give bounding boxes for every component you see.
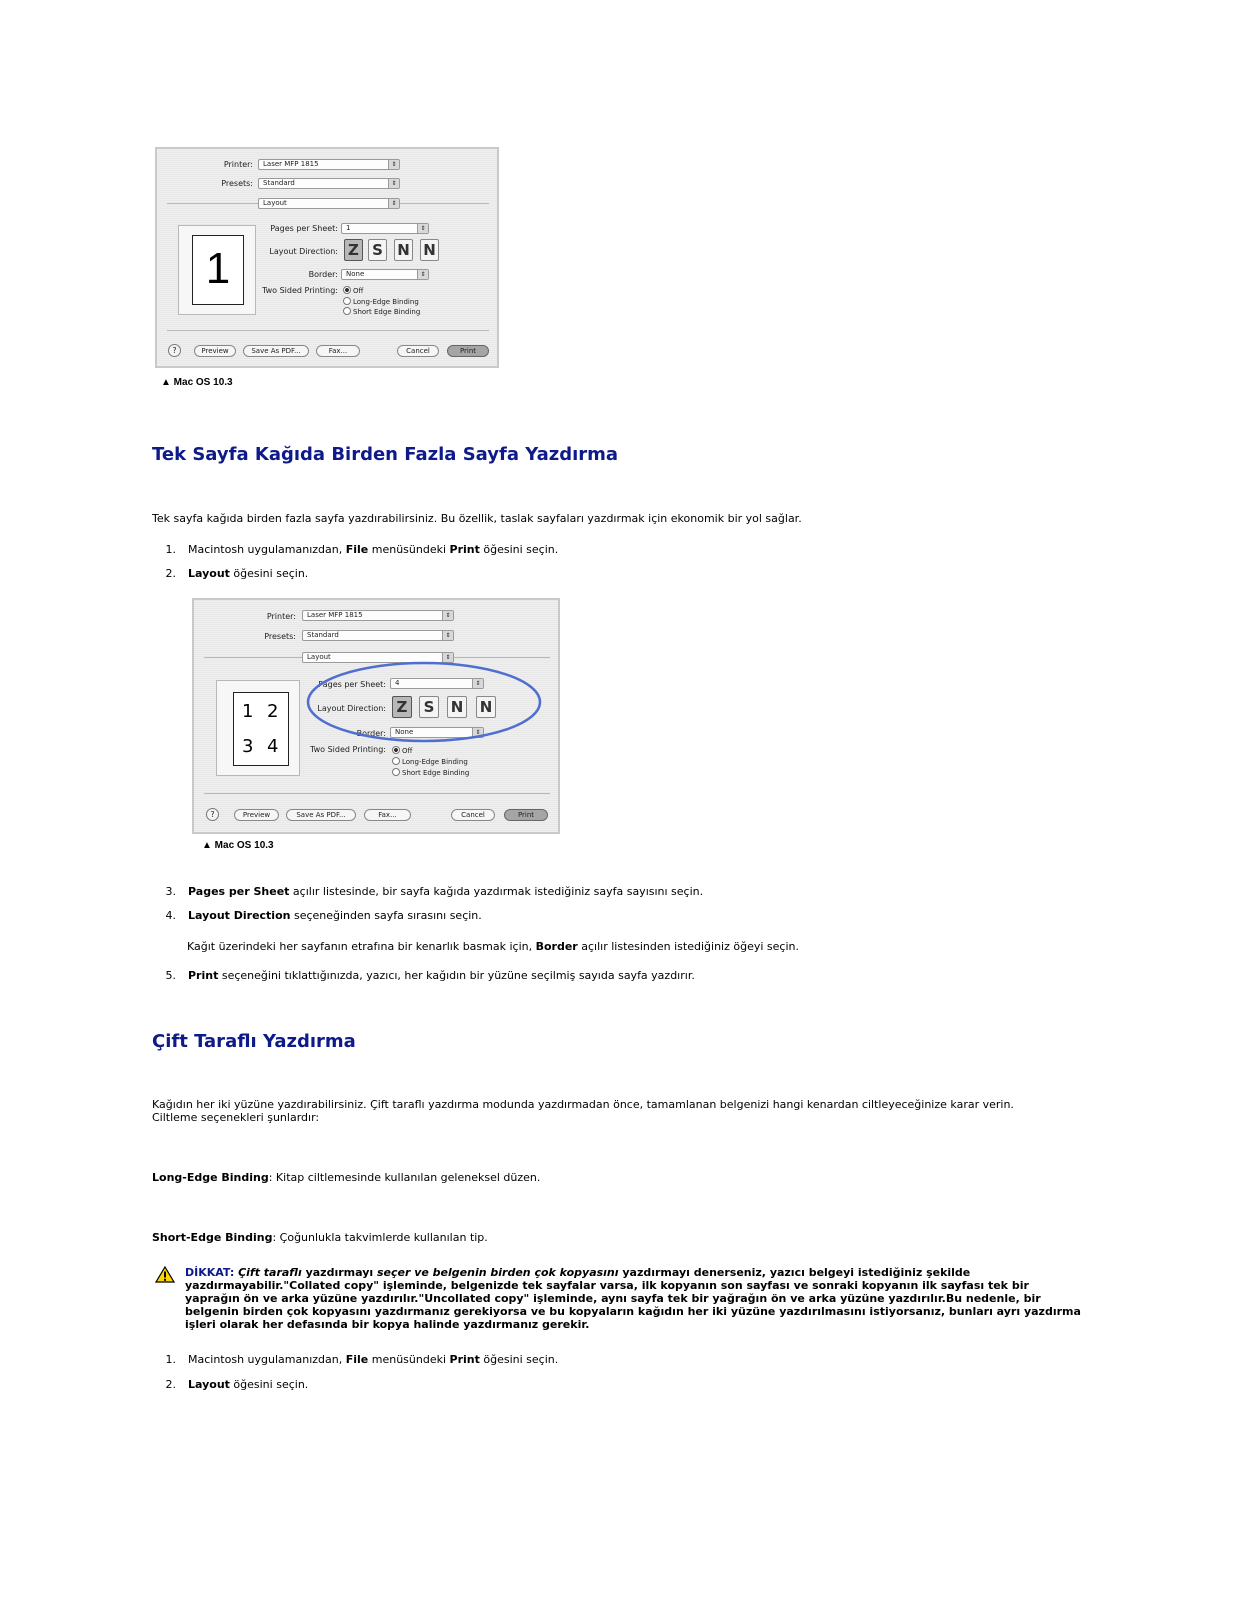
section-intro-line: Ciltleme seçenekleri şunlardır: bbox=[152, 1111, 320, 1124]
step-number: 1. bbox=[165, 1353, 176, 1366]
caution-warning-icon bbox=[155, 1266, 175, 1283]
step-text-part: menüsündeki bbox=[368, 543, 450, 556]
divider bbox=[204, 793, 550, 794]
fax-button: Fax... bbox=[316, 345, 360, 357]
updown-arrow-icon: ⇕ bbox=[388, 179, 399, 188]
radio-off bbox=[343, 286, 363, 295]
layout-direction-label: Layout Direction: bbox=[317, 704, 386, 713]
presets-label: Presets: bbox=[264, 632, 296, 641]
highlight-ellipse-shape bbox=[308, 663, 540, 741]
layout-preview bbox=[178, 225, 256, 315]
radio-short-edge-label: Short Edge Binding bbox=[402, 769, 470, 777]
updown-arrow-icon: ⇕ bbox=[388, 160, 399, 169]
caution-text-italic: Çift taraflı bbox=[234, 1266, 302, 1279]
warning-bar bbox=[164, 1272, 166, 1278]
print-dialog-screenshot-top bbox=[155, 147, 499, 368]
preview-page-1: 1 bbox=[242, 701, 254, 722]
caution-line: işleri olarak her defasında bir kopya halinde yazdırmanız gerekir. bbox=[185, 1318, 590, 1331]
preview-button: Preview bbox=[194, 345, 236, 357]
step-text-part: öğesini seçin. bbox=[479, 543, 559, 556]
radio-short-edge bbox=[343, 307, 420, 316]
step-text bbox=[188, 1353, 558, 1367]
note-text-part: açılır listesinden istediğiniz öğeyi seçin. bbox=[577, 940, 799, 953]
section-heading: Tek Sayfa Kağıda Birden Fazla Sayfa Yazdırma bbox=[152, 444, 619, 465]
caution-text: yazdırmayı denerseniz, yazıcı belgeyi istediğiniz şekilde bbox=[618, 1266, 971, 1279]
printer-label: Printer: bbox=[266, 612, 296, 621]
border-label: Border: bbox=[356, 729, 386, 738]
preview-page-4: 4 bbox=[267, 736, 279, 757]
section-intro: Tek sayfa kağıda birden fazla sayfa yazdırabilirsiniz. Bu özellik, taslak sayfaları yazdırmak için ekonomik bir yol sağlar. bbox=[152, 512, 802, 525]
printer-label: Printer: bbox=[223, 160, 253, 169]
step-text-part: Macintosh uygulamanızdan, bbox=[188, 1353, 346, 1366]
border-value: None bbox=[346, 270, 365, 278]
radio-selected-icon bbox=[392, 746, 400, 754]
option-description: : Çoğunlukla takvimlerde kullanılan tip. bbox=[272, 1231, 488, 1244]
panel-value: Layout bbox=[307, 653, 331, 661]
step-text bbox=[188, 909, 482, 923]
section-intro-line: Kağıdın her iki yüzüne yazdırabilirsiniz. Çift taraflı yazdırma modunda yazdırmadan önce, tamamlanan belgenizi hangi kenardan ciltleyeceğinize karar verin. bbox=[152, 1098, 1014, 1111]
option-description: : Kitap ciltlemesinde kullanılan geleneksel düzen. bbox=[268, 1171, 541, 1184]
border-label: Border: bbox=[308, 270, 338, 279]
caution-text: yazdırmayı bbox=[301, 1266, 374, 1279]
figure-caption: ▲ Mac OS 10.3 bbox=[161, 377, 233, 388]
preview-sheet bbox=[192, 235, 244, 305]
option-name: Border bbox=[535, 940, 578, 953]
presets-select bbox=[258, 178, 400, 189]
note-text-part: Kağıt üzerindeki her sayfanın etrafına bir kenarlık basmak için, bbox=[187, 940, 536, 953]
preview-page-number: 1 bbox=[205, 244, 231, 293]
step-number: 5. bbox=[165, 969, 176, 982]
border-select bbox=[341, 269, 429, 280]
binding-option bbox=[152, 1171, 540, 1185]
direction-z-icon: Z bbox=[392, 696, 412, 718]
updown-arrow-icon: ⇕ bbox=[442, 611, 453, 620]
caution-label: DİKKAT: bbox=[185, 1266, 235, 1279]
step-text-part: öğesini seçin. bbox=[229, 567, 309, 580]
caution-text-italic: seçer ve belgenin birden çok kopyasını bbox=[373, 1266, 619, 1279]
step-number: 2. bbox=[165, 567, 176, 580]
print-button: Print bbox=[504, 809, 548, 821]
layout-direction-label: Layout Direction: bbox=[269, 247, 338, 256]
updown-arrow-icon: ⇕ bbox=[472, 679, 483, 688]
radio-long-edge bbox=[392, 757, 468, 766]
updown-arrow-icon: ⇕ bbox=[442, 631, 453, 640]
presets-select bbox=[302, 630, 454, 641]
pages-per-sheet-label: Pages per Sheet: bbox=[318, 680, 386, 689]
option-name: Short-Edge Binding bbox=[152, 1231, 273, 1244]
warning-dot bbox=[164, 1279, 166, 1281]
direction-n-reverse-icon: N bbox=[447, 696, 467, 718]
panel-value: Layout bbox=[263, 199, 287, 207]
radio-icon bbox=[392, 768, 400, 776]
border-value: None bbox=[395, 728, 414, 736]
pages-per-sheet-value: 1 bbox=[346, 224, 351, 232]
caution-line: yaprağın ön ve arka yüzüne yazdırılır."Uncollated copy" işleminde, aynı sayfa tek bir yağrağın ön ve arka yüzüne yazdırılır.Bu nedenle, bir bbox=[185, 1292, 1041, 1305]
divider bbox=[167, 330, 489, 331]
printer-value: Laser MFP 1815 bbox=[263, 160, 319, 168]
radio-icon bbox=[392, 757, 400, 765]
pages-per-sheet-select bbox=[341, 223, 429, 234]
step-number: 3. bbox=[165, 885, 176, 898]
step-text bbox=[188, 567, 308, 581]
step-text bbox=[188, 1378, 308, 1392]
radio-off-label: Off bbox=[353, 287, 364, 295]
direction-n-reverse-icon: N bbox=[394, 239, 413, 261]
preview-page-3: 3 bbox=[242, 736, 254, 757]
pages-per-sheet-label: Pages per Sheet: bbox=[270, 224, 338, 233]
updown-arrow-icon: ⇕ bbox=[417, 224, 428, 233]
direction-s-icon: S bbox=[368, 239, 387, 261]
step-note bbox=[187, 940, 799, 954]
step-text bbox=[188, 543, 558, 557]
caution-line: belgenin birden çok kopyasını yazdırmanız gerekiyorsa ve bu kopyaların kağıdın her iki yüzüne yazdırılmasını istiyorsanız, bunları ayrı yazdırma bbox=[185, 1305, 1081, 1318]
print-dialog-screenshot-layout bbox=[192, 598, 560, 834]
radio-off-label: Off bbox=[402, 747, 413, 755]
direction-n-icon: N bbox=[476, 696, 496, 718]
preview-sheet bbox=[233, 692, 289, 766]
radio-short-edge bbox=[392, 768, 469, 777]
direction-s-icon: S bbox=[419, 696, 439, 718]
option-name: Long-Edge Binding bbox=[152, 1171, 269, 1184]
help-icon: ? bbox=[168, 344, 181, 357]
preview-button: Preview bbox=[234, 809, 279, 821]
layout-preview bbox=[216, 680, 300, 776]
step-text bbox=[188, 885, 703, 899]
panel-select bbox=[258, 198, 400, 209]
presets-value: Standard bbox=[263, 179, 295, 187]
direction-n-icon: N bbox=[420, 239, 439, 261]
presets-label: Presets: bbox=[221, 179, 253, 188]
step-text-part: öğesini seçin. bbox=[479, 1353, 559, 1366]
updown-arrow-icon: ⇕ bbox=[417, 270, 428, 279]
radio-icon bbox=[343, 307, 351, 315]
preview-page-2: 2 bbox=[267, 701, 279, 722]
step-number: 1. bbox=[165, 543, 176, 556]
menu-item-name: Print bbox=[449, 1353, 480, 1366]
cancel-button: Cancel bbox=[397, 345, 439, 357]
menu-item-name: Print bbox=[449, 543, 480, 556]
figure-caption: ▲ Mac OS 10.3 bbox=[202, 840, 274, 851]
step-number: 2. bbox=[165, 1378, 176, 1391]
caution-line bbox=[185, 1266, 970, 1279]
presets-value: Standard bbox=[307, 631, 339, 639]
radio-selected-icon bbox=[343, 286, 351, 294]
radio-icon bbox=[343, 297, 351, 305]
fax-button: Fax... bbox=[364, 809, 411, 821]
section-heading: Çift Taraflı Yazdırma bbox=[152, 1031, 356, 1052]
radio-short-edge-label: Short Edge Binding bbox=[353, 308, 421, 316]
updown-arrow-icon: ⇕ bbox=[388, 199, 399, 208]
direction-z-icon: Z bbox=[344, 239, 363, 261]
print-button: Print bbox=[447, 345, 489, 357]
save-as-pdf-button: Save As PDF... bbox=[286, 809, 356, 821]
help-icon: ? bbox=[206, 808, 219, 821]
step-text bbox=[188, 969, 695, 983]
updown-arrow-icon: ⇕ bbox=[442, 653, 453, 662]
cancel-button: Cancel bbox=[451, 809, 495, 821]
step-text-part: açılır listesinde, bir sayfa kağıda yazdırmak istediğiniz sayfa sayısını seçin. bbox=[289, 885, 704, 898]
menu-name: File bbox=[345, 543, 369, 556]
two-sided-label: Two Sided Printing: bbox=[310, 745, 386, 754]
printer-select bbox=[258, 159, 400, 170]
step-text-part: menüsündeki bbox=[368, 1353, 450, 1366]
binding-option bbox=[152, 1231, 488, 1245]
option-name: Layout bbox=[188, 1378, 230, 1391]
option-name: Print bbox=[188, 969, 219, 982]
step-text-part: öğesini seçin. bbox=[229, 1378, 309, 1391]
step-text-part: seçeneğini tıklattığınızda, yazıcı, her kağıdın bir yüzüne seçilmiş sayıda sayfa yazdırır. bbox=[218, 969, 695, 982]
option-name: Layout Direction bbox=[188, 909, 291, 922]
menu-name: File bbox=[345, 1353, 369, 1366]
radio-long-edge bbox=[343, 297, 419, 306]
radio-off bbox=[392, 746, 412, 755]
printer-value: Laser MFP 1815 bbox=[307, 611, 363, 619]
two-sided-label: Two Sided Printing: bbox=[262, 286, 338, 295]
radio-long-edge-label: Long-Edge Binding bbox=[402, 758, 468, 766]
option-name: Layout bbox=[188, 567, 230, 580]
caution-line: yazdırmayabilir."Collated copy" işleminde, belgenizde tek sayfalar varsa, ilk kopyanın son sayfası ve sonraki kopyanın ilk sayfası tek bir bbox=[185, 1279, 1029, 1292]
save-as-pdf-button: Save As PDF... bbox=[243, 345, 309, 357]
radio-long-edge-label: Long-Edge Binding bbox=[353, 298, 419, 306]
pages-per-sheet-value: 4 bbox=[395, 679, 400, 687]
option-name: Pages per Sheet bbox=[188, 885, 290, 898]
step-number: 4. bbox=[165, 909, 176, 922]
step-text-part: Macintosh uygulamanızdan, bbox=[188, 543, 346, 556]
printer-select bbox=[302, 610, 454, 621]
highlight-ellipse bbox=[306, 660, 542, 744]
updown-arrow-icon: ⇕ bbox=[472, 728, 483, 737]
step-text-part: seçeneğinden sayfa sırasını seçin. bbox=[290, 909, 482, 922]
